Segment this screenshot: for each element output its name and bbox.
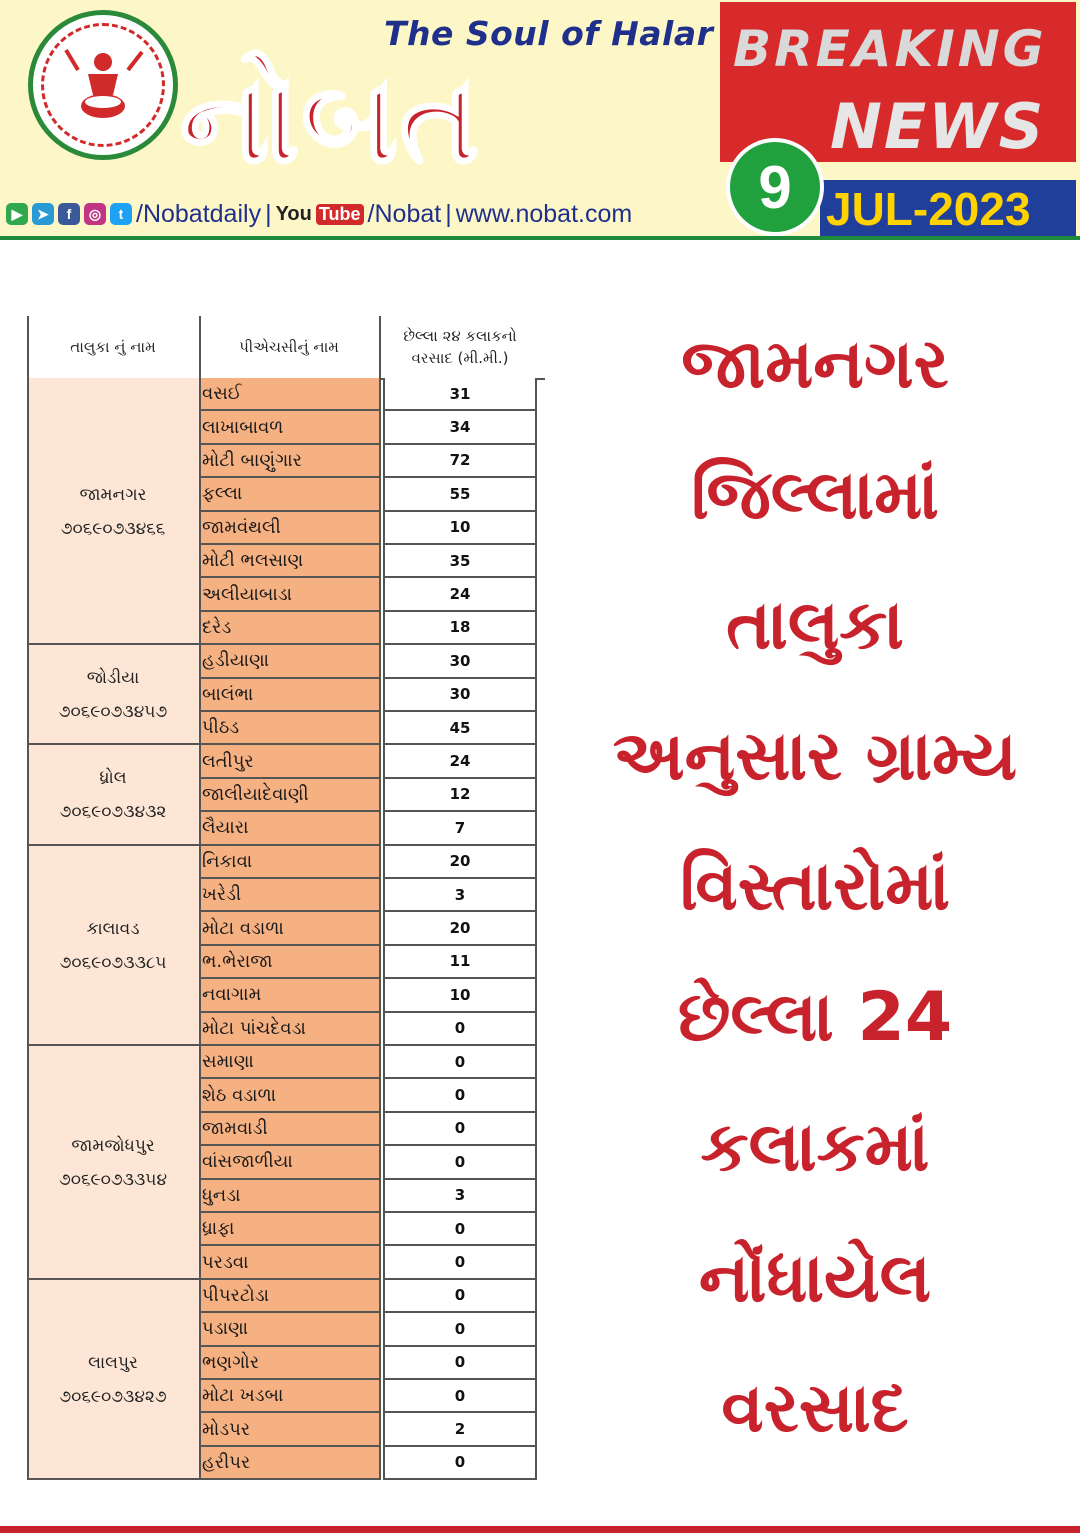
headline-line: તાલુકા [726,586,904,665]
rainfall-value: 30 [383,645,537,678]
taluka-cell [27,1131,199,1195]
table-row [199,1213,545,1246]
rainfall-value: 0 [383,1447,537,1480]
rainfall-value: 0 [383,1013,537,1046]
table-row [199,411,545,444]
phc-name: ધુનડા [199,1180,379,1213]
table-row [199,712,545,745]
taluka-phone: ૭૦૬૯૦૭૩૩૫૪ [58,1169,168,1190]
table-row [199,1347,545,1380]
instagram-icon[interactable]: ◎ [84,203,106,225]
phc-name: લાખાબાવળ [199,411,379,444]
headline-line: નોંધાયેલ [698,1238,932,1318]
table-row [199,578,545,611]
phc-name: મોટા વડાળા [199,912,379,945]
taluka-name: કાલાવડ [86,918,140,939]
phc-name: વસઈ [199,378,379,411]
headline-line: કલાકમાં [700,1108,930,1187]
phc-name: મોટી બાણુંગાર [199,445,379,478]
rainfall-value: 0 [383,1246,537,1279]
phc-name: લતીપુર [199,745,379,778]
headline-line: જિલ્લામાં [691,455,939,535]
table-row [199,645,545,678]
taluka-cell [27,763,199,827]
phc-name: પીઠડ [199,712,379,745]
table-row [199,1413,545,1446]
taluka-cell [27,1348,199,1412]
phc-name: મોટા ખડબા [199,1380,379,1413]
youtube-you-label: You [275,202,312,225]
taluka-phone: ૭૦૬૯૦૭૩૪૫૭ [58,702,168,723]
table-vertical-rule [379,316,381,1480]
phc-name: મોટી ભલસાણ [199,545,379,578]
rainfall-value: 11 [383,946,537,979]
table-vertical-rule [199,316,201,1480]
phc-name: ફલ્લા [199,478,379,511]
taluka-phone: ૭૦૬૯૦૭૩૪૨૭ [59,1386,167,1407]
rainfall-value: 18 [383,612,537,645]
table-vertical-rule [27,316,29,1480]
date-month-year: JUL-2023 [826,183,1031,235]
website-link[interactable]: www.nobat.com [455,199,633,228]
date-day-badge: 9 [726,138,824,236]
table-header [27,316,545,380]
headline-line: વિસ્તારોમાં [680,847,950,926]
table-row [199,1313,545,1346]
bottom-divider [0,1526,1080,1533]
twitter-icon[interactable]: t [110,203,132,225]
rainfall-value: 10 [383,512,537,545]
rainfall-value: 24 [383,578,537,611]
youtube-handle[interactable]: /Nobat [367,199,442,228]
taluka-name: ધ્રોલ [99,768,127,789]
headline-line: અનુસાર ગ્રામ્ય [612,716,1018,796]
taluka-group [27,1280,199,1480]
phc-name: નવાગામ [199,979,379,1012]
table-row [199,812,545,845]
rainfall-value: 0 [383,1380,537,1413]
phc-name: હડીયાણા [199,645,379,678]
table-row [199,545,545,578]
phc-name: ખરેડી [199,879,379,912]
news-label: NEWS [830,90,1046,163]
table-row [199,946,545,979]
rainfall-table [27,316,545,1492]
table-row [199,679,545,712]
social-bar: ▶ ➤ f ◎ t /Nobatdaily | You Tube /Nobat | www.nobat.com [6,198,632,230]
rainfall-value: 0 [383,1313,537,1346]
table-row [199,1013,545,1046]
table-row [199,1180,545,1213]
taluka-phone: ૭૦૬૯૦૭૩૪૬૬ [60,518,166,539]
table-row [199,779,545,812]
phc-name: જામવાડી [199,1113,379,1146]
rainfall-value: 72 [383,445,537,478]
table-row [199,1046,545,1079]
table-row [199,879,545,912]
table-row [199,1280,545,1313]
telegram-icon[interactable]: ➤ [32,203,54,225]
table-row [199,1113,545,1146]
rainfall-value: 0 [383,1113,537,1146]
table-row [199,612,545,645]
phc-name: મોડપર [199,1413,379,1446]
table-row [199,1447,545,1480]
taluka-phone: ૭૦૬૯૦૭૩૪૩૨ [59,802,167,823]
phc-name: શેઠ વડાળા [199,1079,379,1112]
rainfall-value: 7 [383,812,537,845]
phc-name: હરીપર [199,1447,379,1480]
phc-name: લૈયારા [199,812,379,845]
headline-line: વરસાદ [721,1369,909,1448]
table-row [199,378,545,411]
rainfall-value: 2 [383,1413,537,1446]
rainfall-value: 0 [383,1146,537,1179]
phc-name: વાંસજાળીયા [199,1146,379,1179]
rainfall-value: 0 [383,1046,537,1079]
table-row [199,478,545,511]
phc-name: ભ.ભેરાજા [199,946,379,979]
header-taluka: તાલુકા નું નામ [70,338,156,356]
rainfall-value: 31 [383,378,537,411]
rainfall-value: 12 [383,779,537,812]
taluka-group [27,1046,199,1280]
rainfall-value: 20 [383,912,537,945]
taluka-group [27,378,199,645]
table-row [199,445,545,478]
phc-name: દરેડ [199,612,379,645]
table-row [199,1079,545,1112]
rainfall-value: 0 [383,1079,537,1112]
phc-name: પડાણા [199,1313,379,1346]
rainfall-value: 30 [383,679,537,712]
social-handle[interactable]: /Nobatdaily [136,199,262,228]
taluka-group [27,846,199,1046]
phc-name: પરડવા [199,1246,379,1279]
headline-line: જામનગર [681,325,949,404]
rainfall-value: 35 [383,545,537,578]
taluka-name: લાલપુર [88,1352,138,1373]
rainfall-value: 20 [383,846,537,879]
table-row [199,1146,545,1179]
taluka-phone: ૭૦૬૯૦૭૩૩૮૫ [59,952,167,973]
rainfall-value: 3 [383,879,537,912]
table-row [199,979,545,1012]
header-rain [383,316,537,378]
table-row [199,1246,545,1279]
tagline: The Soul of Halar [384,14,714,53]
phc-name: મોટા પાંચદેવડા [199,1013,379,1046]
taluka-name: જામનગર [79,484,147,505]
drummer-logo-icon [28,10,178,160]
breaking-label: BREAKING [733,20,1047,78]
taluka-name: જામજોધપુર [71,1135,155,1156]
phc-name: સમાણા [199,1046,379,1079]
headline [555,300,1075,1475]
facebook-icon[interactable]: f [58,203,80,225]
taluka-cell [27,914,199,978]
rainfall-value: 0 [383,1213,537,1246]
table-row [199,846,545,879]
rainfall-value: 24 [383,745,537,778]
rainfall-value: 34 [383,411,537,444]
rainfall-value: 45 [383,712,537,745]
table-row [199,1380,545,1413]
rainfall-value: 3 [383,1180,537,1213]
rainfall-value: 0 [383,1280,537,1313]
header-rain-line2: વરસાદ (મી.મી.) [411,349,509,367]
headline-line: છેલ્લા 24 [677,977,953,1057]
brand-logo-text: નોબત [180,51,482,190]
rainfall-value: 0 [383,1347,537,1380]
play-store-icon[interactable]: ▶ [6,203,28,225]
phc-name: બાલંભા [199,679,379,712]
taluka-group [27,745,199,845]
header-rain-line1: છેલ્લા ૨૪ કલાકનો [403,327,517,345]
masthead-divider [0,236,1080,240]
rainfall-value: 10 [383,979,537,1012]
rainfall-value: 55 [383,478,537,511]
table-row [199,912,545,945]
phc-name: જાલીયાદેવાણી [199,779,379,812]
phc-name: ધ્રાફા [199,1213,379,1246]
phc-name: ભણગોર [199,1347,379,1380]
table-row [199,745,545,778]
table-row [199,512,545,545]
phc-name: પીપરટોડા [199,1280,379,1313]
phc-name: અલીયાબાડા [199,578,379,611]
taluka-name: જોડીયા [86,668,140,689]
phc-name: નિકાવા [199,846,379,879]
taluka-cell [27,663,199,727]
header-phc: પીએચસીનું નામ [239,338,339,356]
phc-name: જામવંથલી [199,512,379,545]
taluka-cell [27,480,199,544]
taluka-group [27,645,199,745]
youtube-tube-label: Tube [316,204,364,225]
